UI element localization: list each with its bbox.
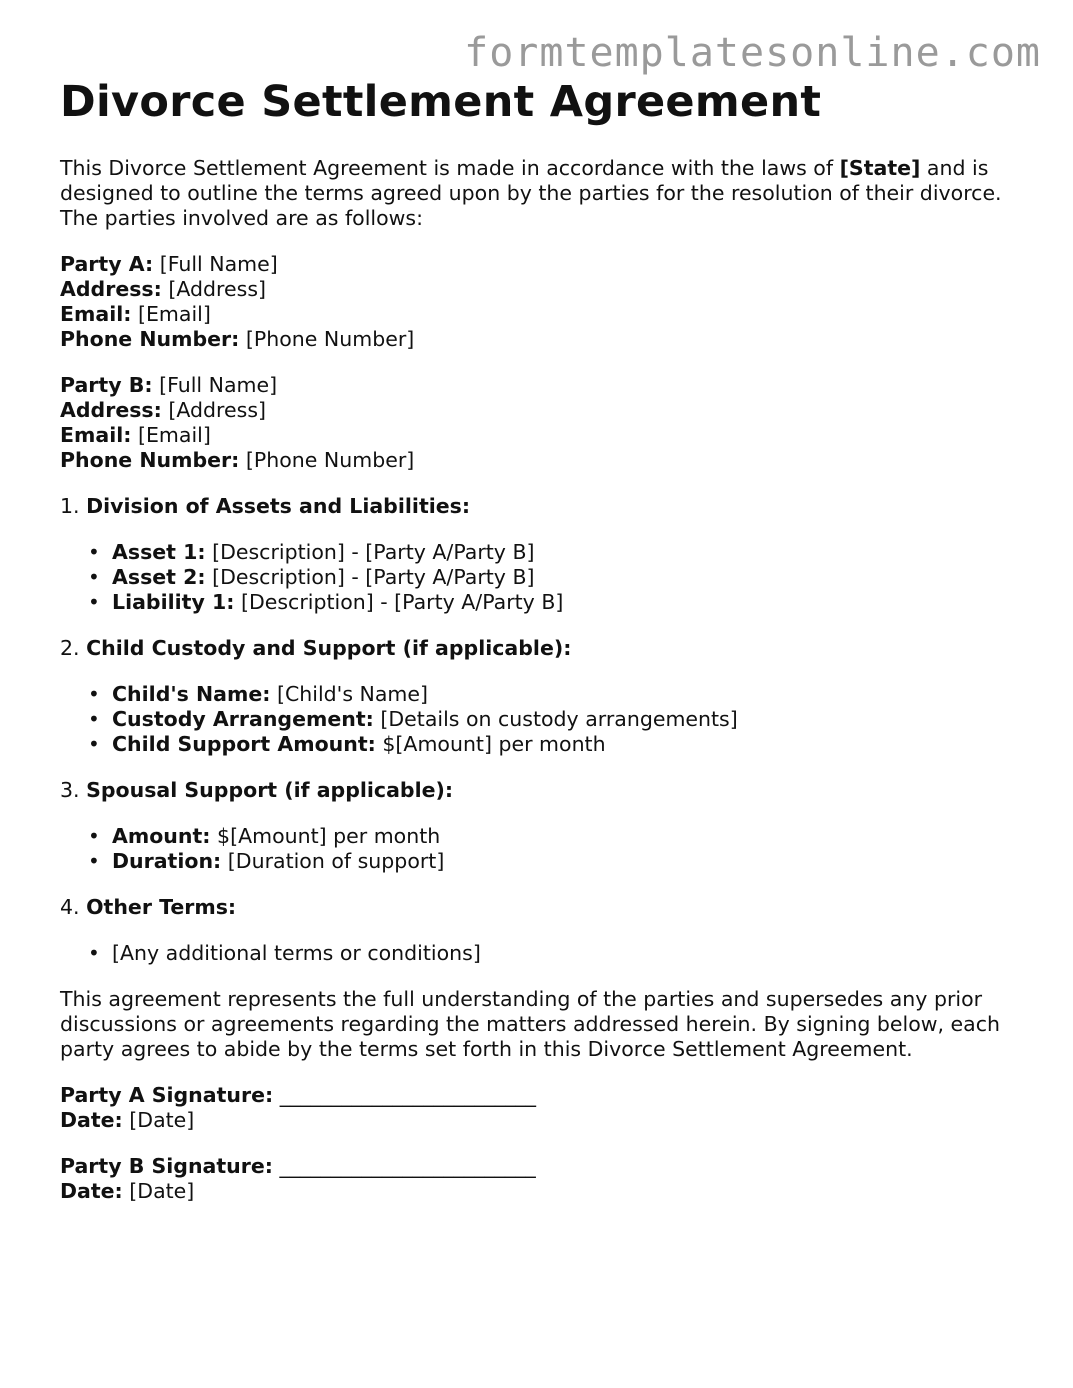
document-body — [60, 76, 1040, 1204]
bullet-icon: • — [88, 824, 100, 848]
party-b-details — [60, 373, 1040, 473]
signature-field[interactable]: _________________________ — [279, 1154, 536, 1178]
field-label: Address: — [60, 398, 162, 422]
intro-text-after: and is designed to outline the terms agreed upon by the parties for the resolution of their divorce. The parties involved are as follows: — [60, 156, 1002, 230]
bullet-icon: • — [88, 565, 100, 589]
section-title: Child Custody and Support (if applicable): — [86, 636, 572, 660]
list-item — [88, 590, 1040, 615]
item-value: [Duration of support] — [227, 849, 445, 873]
date-label: Date: — [60, 1108, 123, 1132]
item-value: [Any additional terms or conditions] — [112, 941, 481, 965]
field-label: Email: — [60, 302, 132, 326]
item-label: Liability 1: — [112, 590, 235, 614]
section-number: 2. — [60, 636, 80, 660]
section-number: 1. — [60, 494, 80, 518]
list-item — [88, 540, 1040, 565]
party-b-address-line — [60, 398, 1040, 423]
intro-text-before: This Divorce Settlement Agreement is made in accordance with the laws of — [60, 156, 840, 180]
field-value: [Phone Number] — [245, 448, 415, 472]
party-a-phone-line — [60, 327, 1040, 352]
section-number: 3. — [60, 778, 80, 802]
list-item — [88, 824, 1040, 849]
item-value: [Details on custody arrangements] — [380, 707, 738, 731]
item-label: Duration: — [112, 849, 222, 873]
party-b-date-line — [60, 1179, 1040, 1204]
section-title: Spousal Support (if applicable): — [86, 778, 454, 802]
party-a-date-line — [60, 1108, 1040, 1133]
item-label: Custody Arrangement: — [112, 707, 374, 731]
closing-paragraph: This agreement represents the full understanding of the parties and supersedes any prior discussions or agreements regarding the matters addressed herein. By signing below, each party agrees to abide by the terms set forth in this Divorce Settlement Agreement. — [60, 987, 1000, 1061]
party-b-phone-line — [60, 448, 1040, 473]
document-title: Divorce Settlement Agreement — [60, 77, 822, 127]
item-value: [Child's Name] — [276, 682, 428, 706]
state-placeholder: [State] — [839, 156, 921, 180]
field-label: Phone Number: — [60, 327, 240, 351]
section-title: Other Terms: — [86, 895, 237, 919]
list-item — [88, 565, 1040, 590]
field-value: [Email] — [137, 423, 211, 447]
party-b-email-line — [60, 423, 1040, 448]
item-label: Child Support Amount: — [112, 732, 376, 756]
party-b-signature-block — [60, 1154, 1040, 1204]
item-label: Asset 2: — [112, 565, 206, 589]
item-value: [Description] - [Party A/Party B] — [240, 590, 564, 614]
field-value: [Email] — [137, 302, 211, 326]
other-terms-list — [60, 941, 1040, 966]
section-heading-child-custody — [60, 636, 1040, 661]
bullet-icon: • — [88, 849, 100, 873]
item-value: [Description] - [Party A/Party B] — [212, 565, 535, 589]
intro-paragraph — [60, 156, 1040, 231]
list-item — [88, 707, 1040, 732]
bullet-icon: • — [88, 707, 100, 731]
spousal-support-list — [60, 824, 1040, 874]
party-b-signature-line — [60, 1154, 1040, 1179]
party-a-signature-block — [60, 1083, 1040, 1133]
signature-field[interactable]: _________________________ — [279, 1083, 536, 1107]
field-label: Phone Number: — [60, 448, 240, 472]
signature-label: Party A Signature: — [60, 1083, 274, 1107]
field-value: [Address] — [168, 398, 267, 422]
field-value: [Full Name] — [159, 252, 278, 276]
watermark-text: formtemplatesonline.com — [464, 30, 1041, 76]
item-label: Asset 1: — [112, 540, 206, 564]
item-label: Amount: — [112, 824, 211, 848]
bullet-icon: • — [88, 732, 100, 756]
section-title: Division of Assets and Liabilities: — [86, 494, 471, 518]
item-value: $[Amount] per month — [217, 824, 441, 848]
field-value: [Address] — [168, 277, 267, 301]
list-item — [88, 941, 1040, 966]
section-heading-assets — [60, 494, 1040, 519]
item-value: $[Amount] per month — [382, 732, 606, 756]
bullet-icon: • — [88, 590, 100, 614]
assets-list — [60, 540, 1040, 615]
field-value: [Phone Number] — [245, 327, 415, 351]
list-item — [88, 732, 1040, 757]
party-a-email-line — [60, 302, 1040, 327]
party-a-name-line — [60, 252, 1040, 277]
item-label: Child's Name: — [112, 682, 271, 706]
bullet-icon: • — [88, 941, 100, 965]
party-a-signature-line — [60, 1083, 1040, 1108]
field-label: Email: — [60, 423, 132, 447]
bullet-icon: • — [88, 540, 100, 564]
field-value: [Full Name] — [159, 373, 278, 397]
party-b-name-line — [60, 373, 1040, 398]
section-heading-other-terms — [60, 895, 1040, 920]
list-item — [88, 682, 1040, 707]
child-custody-list — [60, 682, 1040, 757]
item-value: [Description] - [Party A/Party B] — [212, 540, 535, 564]
field-label: Party A: — [60, 252, 154, 276]
section-heading-spousal-support — [60, 778, 1040, 803]
party-a-details — [60, 252, 1040, 352]
field-label: Address: — [60, 277, 162, 301]
date-value: [Date] — [129, 1179, 195, 1203]
date-value: [Date] — [129, 1108, 195, 1132]
field-label: Party B: — [60, 373, 153, 397]
bullet-icon: • — [88, 682, 100, 706]
date-label: Date: — [60, 1179, 123, 1203]
party-a-address-line — [60, 277, 1040, 302]
list-item — [88, 849, 1040, 874]
signature-label: Party B Signature: — [60, 1154, 273, 1178]
section-number: 4. — [60, 895, 80, 919]
